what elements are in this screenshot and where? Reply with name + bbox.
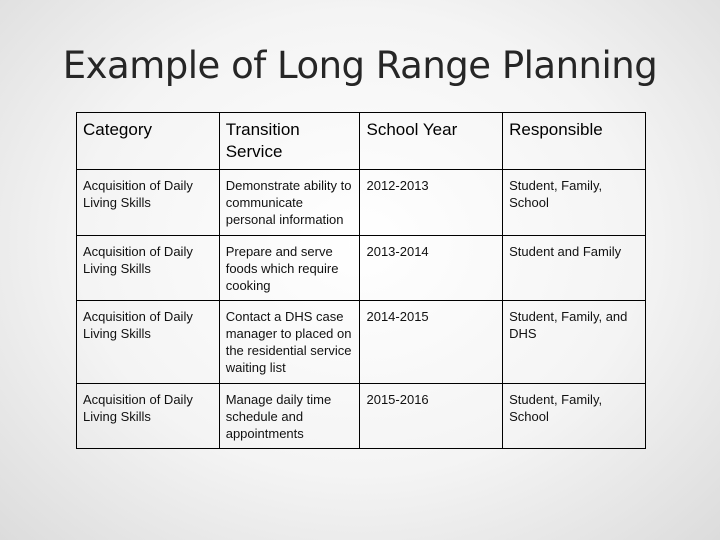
header-school-year: School Year bbox=[360, 113, 503, 170]
cell-category: Acquisition of Daily Living Skills bbox=[77, 170, 220, 236]
table-row bbox=[77, 170, 646, 236]
table-row bbox=[77, 384, 646, 449]
cell-responsible: Student, Family, School bbox=[503, 384, 646, 449]
cell-school-year: 2015-2016 bbox=[360, 384, 503, 449]
planning-table bbox=[76, 112, 646, 449]
slide-title: Example of Long Range Planning bbox=[62, 44, 658, 87]
cell-category: Acquisition of Daily Living Skills bbox=[77, 301, 220, 384]
table-row bbox=[77, 301, 646, 384]
cell-transition-service: Manage daily time schedule and appointments bbox=[219, 384, 360, 449]
cell-responsible: Student, Family, and DHS bbox=[503, 301, 646, 384]
cell-school-year: 2014-2015 bbox=[360, 301, 503, 384]
cell-transition-service: Prepare and serve foods which require cooking bbox=[219, 236, 360, 301]
cell-category: Acquisition of Daily Living Skills bbox=[77, 236, 220, 301]
cell-responsible: Student, Family, School bbox=[503, 170, 646, 236]
header-row bbox=[77, 113, 646, 170]
cell-transition-service: Contact a DHS case manager to placed on the residential service waiting list bbox=[219, 301, 360, 384]
header-responsible: Responsible bbox=[503, 113, 646, 170]
table-row bbox=[77, 236, 646, 301]
cell-responsible: Student and Family bbox=[503, 236, 646, 301]
cell-school-year: 2013-2014 bbox=[360, 236, 503, 301]
cell-category: Acquisition of Daily Living Skills bbox=[77, 384, 220, 449]
header-transition-service: Transition Service bbox=[219, 113, 360, 170]
cell-transition-service: Demonstrate ability to communicate personal information bbox=[219, 170, 360, 236]
cell-school-year: 2012-2013 bbox=[360, 170, 503, 236]
header-category: Category bbox=[77, 113, 220, 170]
